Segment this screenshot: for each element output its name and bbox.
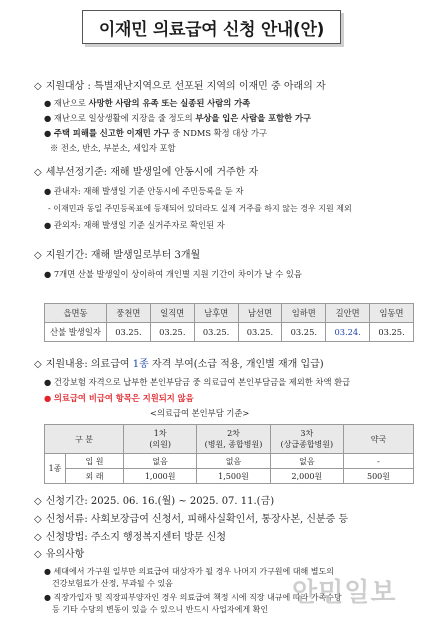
- wildfire-date-table: [44, 303, 414, 342]
- notes-item-1-cont: 건강보험료가 산정, 부과될 수 있음: [52, 579, 173, 588]
- table-cell: 길안면: [326, 304, 370, 323]
- table-row: [45, 323, 414, 342]
- table-cell: 03.25.: [282, 323, 326, 342]
- notes-item-2-text: 직장가입자 및 직장피부양자인 경우 의료급여 책정 시에 직장 내규에 따라 가족수당: [53, 593, 342, 602]
- criteria-item-2: [44, 220, 225, 231]
- diamond-icon: ◇: [34, 167, 42, 178]
- table-cell: 03.25.: [194, 323, 238, 342]
- table-cell: 풍천면: [107, 304, 151, 323]
- criteria-item-1: [44, 186, 243, 197]
- page-title: 이재민 의료급여 신청 안내(안): [98, 19, 325, 40]
- period-item-1: [44, 269, 302, 280]
- table-cell: 없음: [197, 454, 270, 469]
- bullet-icon: ●: [44, 567, 51, 576]
- diamond-icon: ◇: [34, 81, 42, 92]
- table-cell: 03.25.: [370, 323, 414, 342]
- header-tier-2-sub: (병원, 종합병원): [204, 440, 263, 449]
- copay-table: [44, 424, 414, 484]
- section-eligibility: [34, 80, 326, 93]
- section-benefits-label-blue: 1종: [132, 359, 149, 370]
- table-cell: [270, 425, 343, 454]
- table-cell: -: [344, 454, 414, 469]
- section-criteria-label: 세부선정기준: 재해 발생일에 안동시에 거주한 자: [45, 167, 259, 178]
- header-tier-1: 1차: [153, 429, 167, 438]
- diamond-icon: ◇: [34, 250, 42, 261]
- section-notes: [34, 548, 84, 561]
- table-row: [45, 454, 414, 469]
- table-cell: 임동면: [370, 304, 414, 323]
- eligibility-item-3-text: 중 NDMS 확정 대상 가구: [169, 128, 268, 138]
- eligibility-item-2-bold: 부상을 입은 사람을 포함한 가구: [195, 113, 312, 123]
- diamond-icon: ◇: [34, 514, 42, 525]
- bullet-icon: ●: [44, 393, 52, 403]
- table-cell-highlight: 03.24.: [326, 323, 370, 342]
- section-apply-period: [34, 495, 274, 508]
- table-cell: 없음: [270, 454, 343, 469]
- table-row: [45, 469, 414, 484]
- benefits-item-2-text: 의료급여 비급여 항목은 지원되지 않음: [53, 393, 194, 403]
- bullet-icon: ●: [44, 113, 52, 123]
- bullet-icon: ●: [44, 377, 52, 387]
- section-benefits: [34, 358, 324, 371]
- table-cell: 03.25.: [107, 323, 151, 342]
- eligibility-item-1-bold: 사망한 사람의 유족 또는 실종된 사람의 가족: [88, 98, 251, 108]
- table-cell: [197, 425, 270, 454]
- table-cell: 03.25.: [150, 323, 194, 342]
- eligibility-item-1-text: 재난으로: [53, 98, 89, 108]
- publisher-watermark: 안민일보: [292, 578, 397, 608]
- header-tier-1-sub: (의원): [149, 440, 172, 449]
- benefits-item-1: [44, 377, 350, 388]
- eligibility-item-2-text: 재난으로 일상생활에 지장을 줄 정도의: [53, 113, 196, 123]
- section-period-label: 지원기간: 재해 발생일로부터 3개월: [45, 250, 201, 261]
- notes-item-1-text: 세대에서 가구원 일부만 의료급여 대상자가 될 경우 나머지 가구원에 대해 별도의: [53, 567, 334, 576]
- section-benefits-label-end: 자격 부여(소급 적용, 개인별 재개 입급): [148, 359, 324, 370]
- eligibility-item-3: [44, 128, 267, 139]
- table-cell: 03.25.: [238, 323, 282, 342]
- copay-table-caption: <의료급여 본인부담 기준>: [150, 408, 250, 418]
- benefits-item-1-text: 건강보험 자격으로 납부한 본인부담금 중 의료급여 본인부담금을 제외한 차액 환급: [53, 377, 351, 387]
- diamond-icon: ◇: [34, 549, 42, 560]
- header-tier-3-sub: (상급종합병원): [280, 440, 334, 449]
- diamond-icon: ◇: [34, 496, 42, 507]
- benefits-item-2: [44, 393, 194, 404]
- section-method-label: 신청방법: 주소지 행정복지센터 방문 신청: [45, 532, 227, 543]
- table-cell: 약국: [344, 425, 414, 454]
- table-cell: 남후면: [194, 304, 238, 323]
- section-apply-period-label: 신청기간: 2025. 06. 16.(월) ~ 2025. 07. 11.(금): [45, 496, 275, 507]
- criteria-item-2-text: 관외자: 재해 발생일 기준 실거주자로 확인된 자: [53, 220, 225, 230]
- table-cell: [124, 425, 197, 454]
- table-cell: 2,000원: [270, 469, 343, 484]
- section-method: [34, 531, 226, 544]
- bullet-icon: ●: [44, 593, 51, 602]
- table-cell: 읍면동: [45, 304, 107, 323]
- section-documents-label: 신청서류: 사회보장급여 신청서, 피해사실확인서, 통장사본, 신분증 등: [45, 514, 349, 525]
- bullet-icon: ●: [44, 269, 52, 279]
- table-cell: 1,000원: [124, 469, 197, 484]
- header-tier-2: 2차: [227, 429, 240, 438]
- diamond-icon: ◇: [34, 532, 42, 543]
- table-cell: 산불 발생일자: [45, 323, 107, 342]
- table-cell: 외 래: [66, 469, 124, 484]
- table-header-row: [45, 425, 414, 454]
- table-cell: 없음: [124, 454, 197, 469]
- section-documents: [34, 513, 348, 526]
- bullet-icon: ●: [44, 128, 52, 138]
- table-cell: 1종: [45, 454, 66, 484]
- criteria-item-1-text: 관내자: 재해 발생일 기준 안동시에 주민등록을 둔 자: [53, 186, 244, 196]
- period-item-1-text: 7개면 산불 발생일이 상이하여 개인별 지원 기간이 차이가 날 수 있음: [53, 269, 302, 279]
- table-cell: 구 분: [45, 425, 124, 454]
- eligibility-item-1: [44, 98, 250, 109]
- section-benefits-label: 지원내용: 의료급여: [45, 359, 133, 370]
- criteria-item-1-sub: - 이재민과 동일 주민등록표에 등재되어 있더라도 실제 거주를 하지 않는 경우 지원 제외: [48, 204, 352, 213]
- table-header-row: [45, 304, 414, 323]
- section-period: [34, 249, 200, 262]
- notes-item-1: [44, 566, 334, 577]
- table-cell: 입 원: [66, 454, 124, 469]
- header-tier-3: 3차: [300, 429, 314, 438]
- table-cell: 1,500원: [197, 469, 270, 484]
- table-cell: 500원: [344, 469, 414, 484]
- section-criteria: [34, 166, 258, 179]
- table-cell: 일직면: [150, 304, 194, 323]
- eligibility-note: ※ 전소, 반소, 부분소, 세입자 포함: [50, 143, 176, 153]
- bullet-icon: ●: [44, 186, 52, 196]
- title-box: [82, 10, 341, 44]
- bullet-icon: ●: [44, 220, 52, 230]
- eligibility-item-2: [44, 113, 311, 124]
- diamond-icon: ◇: [34, 359, 42, 370]
- notes-item-2-cont: 등 기타 수당의 변동이 있을 수 있으니 반드시 사업자에게 확인: [52, 605, 269, 614]
- bullet-icon: ●: [44, 98, 52, 108]
- section-notes-label: 유의사항: [45, 549, 85, 560]
- table-cell: 임하면: [282, 304, 326, 323]
- eligibility-item-3-bold: 주택 피해를 신고한 이재민 가구: [53, 128, 170, 138]
- section-eligibility-label: 지원대상 : 특별재난지역으로 선포된 지역의 이재민 중 아래의 자: [45, 81, 326, 92]
- table-cell: 남선면: [238, 304, 282, 323]
